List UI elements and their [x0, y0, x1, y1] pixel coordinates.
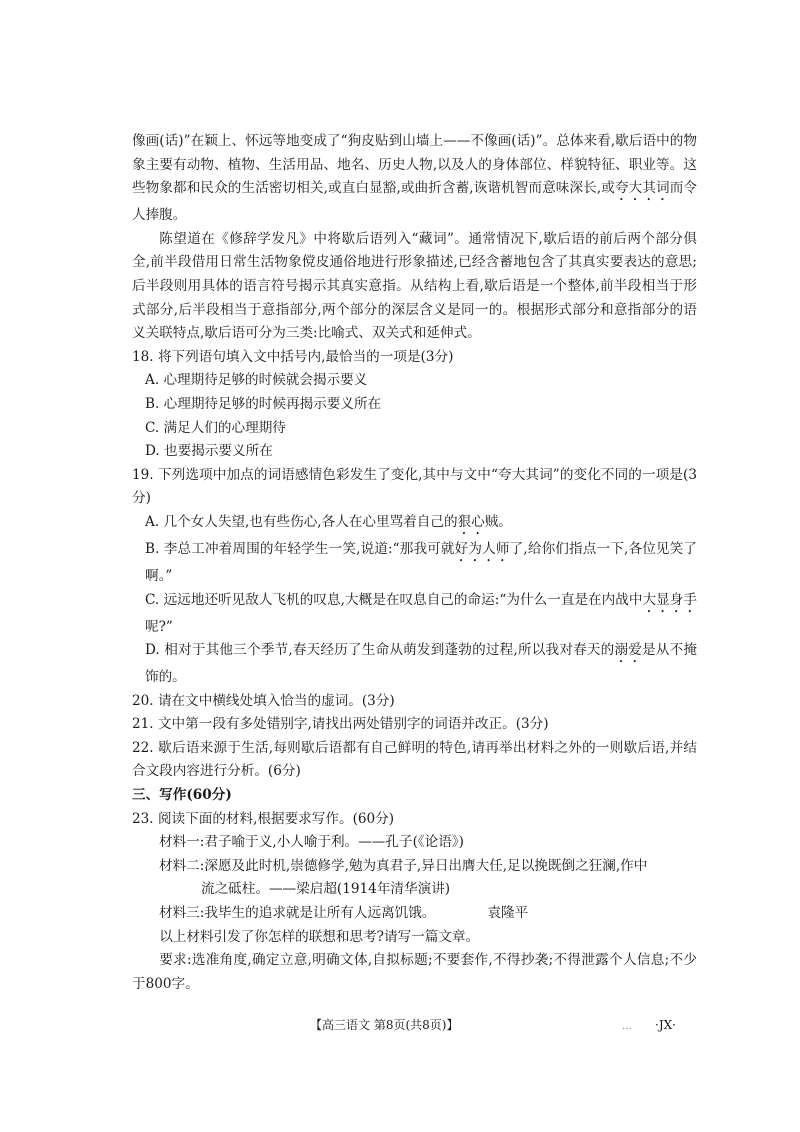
question-19-stem: 19. 下列选项中加点的词语感情色彩发生了变化,其中与文中“夸大其词”的变化不同的一项是(3分): [132, 466, 697, 507]
q19-option-c: C. 远远地还听见敌人飞机的叹息,大概是在叹息自己的命运:“为什么一直是在内战中大显身手呢?”: [145, 591, 697, 635]
material-2-continued: 流之砥柱。——梁启超(1914年清华演讲): [201, 881, 451, 898]
q18-option-b: B. 心理期待足够的时候再揭示要义所在: [145, 395, 382, 412]
q18-option-c: C. 满足人们的心理期待: [145, 419, 286, 436]
question-20: 20. 请在文中横线处填入恰当的虚词。(3分): [132, 692, 395, 709]
question-21: 21. 文中第一段有多处错别字,请找出两处错别字的词语并改正。(3分): [132, 716, 549, 733]
footer-dots: …: [622, 1021, 632, 1032]
question-22: 22. 歇后语来源于生活,每则歇后语都有自己鲜明的特色,请再举出材料之外的一则歇后语,并结合文段内容进行分析。(6分): [132, 739, 697, 780]
material-2: 材料二:深愿及此时机,崇德修学,勉为真君子,异日出膺大任,足以挽既倒之狂澜,作中: [159, 857, 648, 874]
writing-prompt: 以上材料引发了你怎样的联想和思考?请写一篇文章。: [159, 928, 480, 945]
q19-option-b: B. 李总工冲着周围的年轻学生一笑,说道:“那我可就好为人师了,给你们指点一下,各位见笑了啊。”: [145, 540, 697, 584]
footer-code: ·JX·: [655, 1018, 676, 1032]
question-18-stem: 18. 将下列语句填入文中括号内,最恰当的一项是(3分): [132, 348, 454, 365]
footer-page-info: 【高三语文 第8页(共8页)】: [310, 1018, 459, 1032]
q18-option-a: A. 心理期待足够的时候就会揭示要义: [145, 372, 368, 389]
section-title-writing: 三、写作(60分): [132, 787, 232, 804]
q19-option-d: D. 相对于其他三个季节,春天经历了生命从萌发到蓬勃的过程,所以我对春天的溺爱是从不掩饰的。: [145, 642, 698, 686]
writing-requirements: 要求:选准角度,确定立意,明确文体,自拟标题;不要套作,不得抄袭;不得泄露个人信息;不少于800字。: [132, 952, 697, 992]
dotted-word: 狠心: [457, 513, 485, 530]
dotted-word: 大显身手: [642, 591, 697, 608]
question-23-stem: 23. 阅读下面的材料,根据要求写作。(60分): [132, 810, 395, 827]
q18-option-d: D. 也要揭示要义所在: [145, 443, 273, 460]
page-content: [132, 130, 697, 996]
emphasized-phrase: 夸大其词: [614, 180, 670, 197]
passage-paragraph-2: 陈望道在《修辞学发凡》中将歇后语列入“藏词”。通常情况下,歇后语的前后两个部分俱全,前半段借用日常生活物象傥皮通俗地进行形象描述,已经含蓄地包含了其真实要表达的意思;后半段则用具体的语言符号揭示其真实意指。从结构上看,歇后语是一个整体,前半段相当于形式部分,后半段相当于意指部分,两个部分的深层含义是同一的。根据形式部分和意指部分的语义关联特点,歇后语可分为三类:比喻式、双关式和延伸式。: [132, 230, 697, 342]
passage-paragraph-1: 像画(话)”在颖上、怀远等地变成了“狗皮贴到山墙上——不像画(话)”。总体来看,歇后语中的物象主要有动物、植物、生活用品、地名、历史人物,以及人的身体部位、样貌特征、职业等。这些物象都和民众的生活密切相关,或直白显豁,或曲折含蓄,诙谐机智而意味深长,或夸大其词而令人捧腹。: [132, 133, 697, 224]
dotted-word: 溺爱: [614, 642, 643, 659]
dotted-word: 好为人师: [454, 540, 510, 557]
q19-option-a: A. 几个女人失望,也有些伤心,各人在心里骂着自己的狠心贼。: [145, 513, 512, 530]
material-3: 材料三:我毕生的追求就是让所有人远离饥饿。 袁隆平: [159, 905, 529, 922]
material-1: 材料一:君子喻于义,小人喻于利。——孔子(《论语》): [159, 834, 464, 851]
